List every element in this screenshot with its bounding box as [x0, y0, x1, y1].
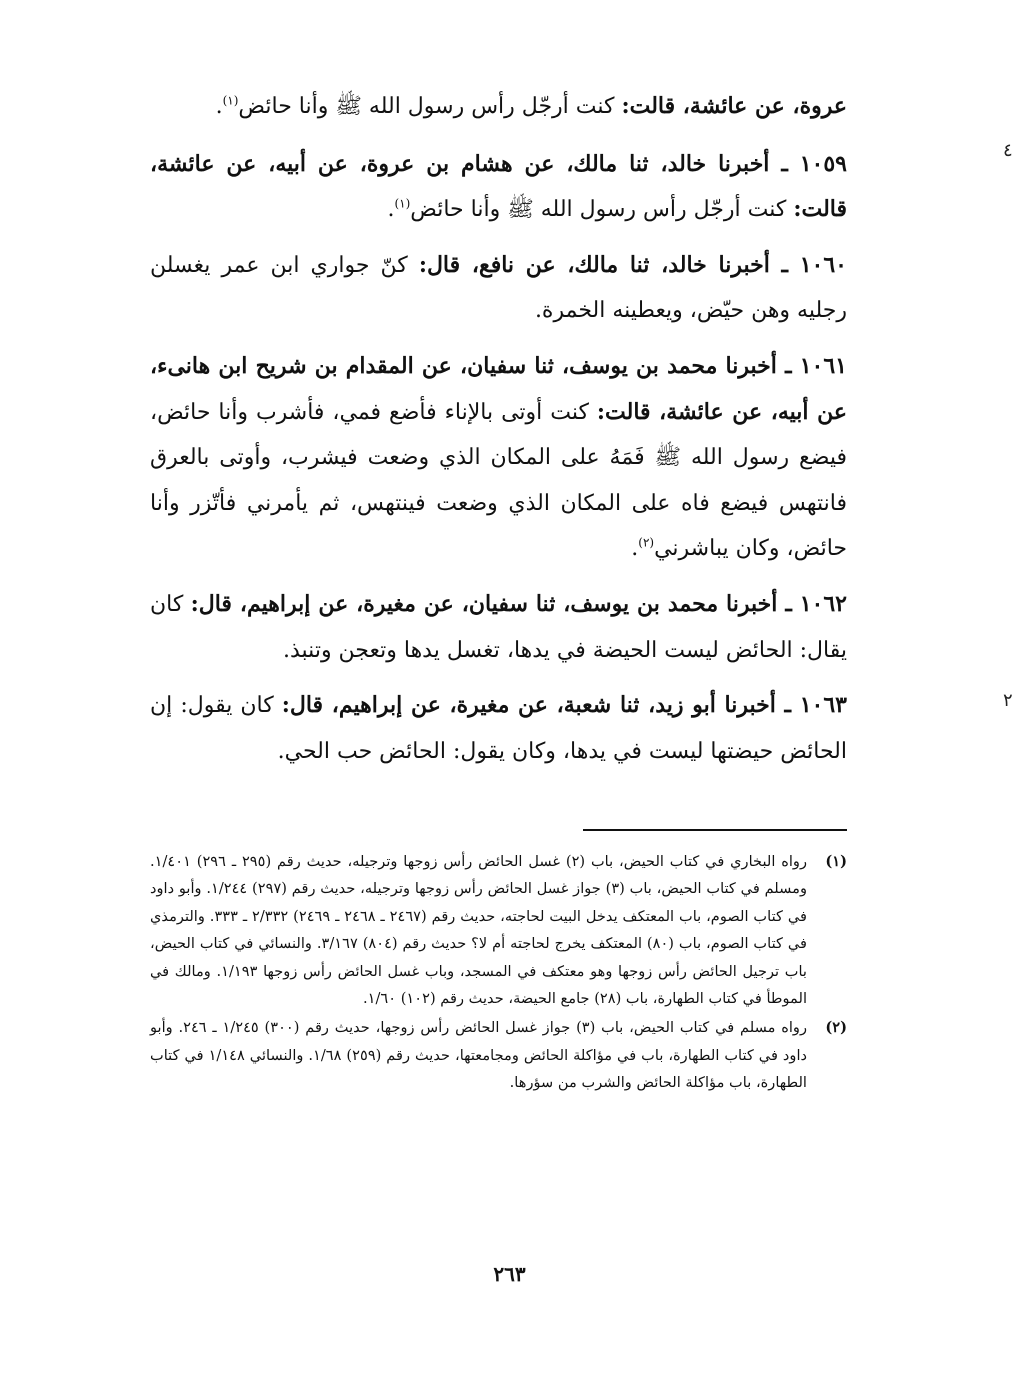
footnote-text: رواه مسلم في كتاب الحيض، باب (٣) جواز غسل الحائض رأس زوجها، حديث رقم (٣٠٠) ١/٢٤٥ ـ ٢٤٦. وأبو داود في كتاب الطهارة، باب في مؤاكلة الحائض ومجامعتها، حديث رقم (٢٥٩) ١/٦٨. والنسائي ١/١٤٨ في كتاب الطهارة، باب مؤاكلة الحائض والشرب من سؤرها.	[150, 1019, 807, 1092]
margin-mark: ٢	[1003, 690, 1013, 711]
paragraph-end: .	[631, 536, 639, 562]
footnote	[150, 848, 847, 1012]
paragraph-lead: ١٠٥٩ ـ أخبرنا خالد، ثنا مالك، عن هشام بن عروة، عن أبيه، عن عائشة، قالت:	[150, 150, 847, 223]
paragraph-lead: ١٠٦٠ ـ أخبرنا خالد، ثنا مالك، عن نافع، قال:	[418, 251, 847, 278]
page-number: ٢٦٣	[493, 1262, 526, 1286]
paragraph-lead: ١٠٦١ ـ أخبرنا محمد بن يوسف، ثنا سفيان، عن المقدام بن شريح ابن هانىء، عن أبيه، عن عائشة، قالت:	[150, 352, 847, 425]
paragraph-end: .	[387, 197, 395, 223]
footnote-number: (٢)	[825, 1019, 847, 1037]
paragraph-body: كنت أوتى بالإناء فأضع فمي، فأشرب وأنا حائض، فيضع رسول الله ﷺ فَمَهُ على المكان الذي وضعت فيشرب، وأوتى بالعرق فانتهس فيضع فاه على المكان الذي وضعت فينتهس، ثم يأمرني فأتّزر وأنا حائض، وكان يباشرني	[150, 399, 847, 562]
footnote-ref[interactable]: (١)	[394, 196, 411, 211]
footnote	[150, 1014, 847, 1096]
margin-mark: ٤	[1003, 140, 1013, 161]
footnote-ref[interactable]: (١)	[222, 93, 239, 108]
paragraph-lead: ١٠٦٢ ـ أخبرنا محمد بن يوسف، ثنا سفيان، عن مغيرة، عن إبراهيم، قال:	[190, 590, 847, 617]
main-text	[150, 84, 847, 784]
paragraph-body: كنت أرجّل رأس رسول الله ﷺ وأنا حائض	[410, 197, 794, 223]
footnote-number: (١)	[825, 853, 847, 870]
hadith-paragraph	[150, 344, 847, 572]
paragraph-lead: ١٠٦٣ ـ أخبرنا أبو زيد، ثنا شعبة، عن مغيرة، عن إبراهيم، قال:	[281, 692, 847, 719]
footnote-separator	[583, 829, 847, 831]
hadith-paragraph	[150, 142, 847, 233]
footnotes	[150, 848, 847, 1099]
paragraph-body: كنت أرجّل رأس رسول الله ﷺ وأنا حائض	[238, 94, 622, 119]
footnote-ref[interactable]: (٢)	[638, 536, 655, 551]
hadith-paragraph	[150, 683, 847, 774]
paragraph-end: .	[215, 94, 223, 119]
paragraph-body: كان يقول: إن الحائض حيضتها ليست في يدها، وكان يقول: الحائض حب الحي.	[150, 693, 847, 764]
hadith-paragraph	[150, 84, 847, 130]
paragraph-body: كنّ جواري ابن عمر يغسلن رجليه وهن حيّض، ويعطينه الخمرة.	[150, 252, 847, 324]
paragraph-body: كان يقال: الحائض ليست الحيضة في يدها، تغسل يدها وتعجن وتنبذ.	[150, 591, 847, 663]
hadith-paragraph	[150, 243, 847, 334]
hadith-paragraph	[150, 582, 847, 673]
paragraph-lead: عروة، عن عائشة، قالت:	[621, 93, 847, 119]
footnote-text: رواه البخاري في كتاب الحيض، باب (٢) غسل الحائض رأس زوجها وترجيله، حديث رقم (٢٩٥ ـ ٢٩٦) ١/٤٠١. ومسلم في كتاب الحيض، باب (٣) جواز غسل الحائض رأس زوجها وترجيله، حديث رقم (٢٩٧) ١/٢٤٤. وأبو داود في كتاب الصوم، باب المعتكف يدخل البيت لحاجته، حديث رقم (٢٤٦٧ ـ ٢٤٦٨ ـ ٢٤٦٩) ٢/٣٣٢ ـ ٣٣٣. والترمذي في كتاب الصوم، باب (٨٠) المعتكف يخرج لحاجته أم لا؟ حديث رقم (٨٠٤) ٣/١٦٧. والنسائي في كتاب الحيض، باب ترجيل الحائض رأس زوجها وهو معتكف في المسجد، وباب غسل الحائض رأس زوجها ١/١٩٣. ومالك في الموطأ في كتاب الطهارة، باب (٢٨) جامع الحيضة، حديث رقم (١٠٢) ١/٦٠.	[150, 853, 808, 1008]
